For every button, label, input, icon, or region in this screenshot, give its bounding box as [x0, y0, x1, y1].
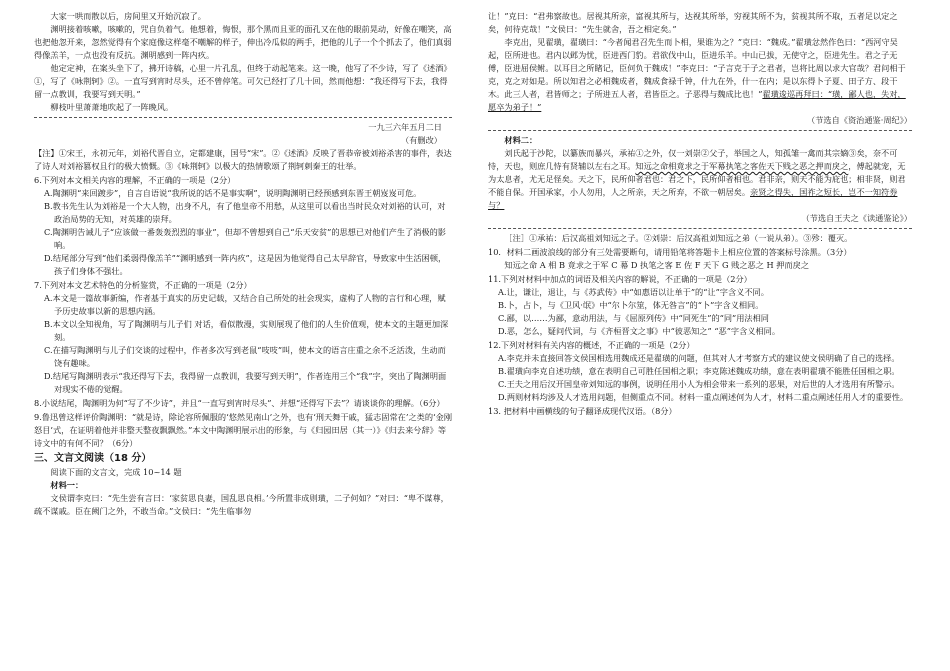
q11-option-a: A.让，谦让，退让，与《苏武传》中“如惠语以让单于”的“让”字含义不同。 — [498, 287, 769, 297]
section-3-title: 三、文言文阅读（18 分） — [34, 453, 152, 464]
left-column — [34, 10, 452, 518]
divider — [488, 228, 912, 229]
material-1-paragraph-2 — [488, 36, 912, 114]
material-2-label: 材料二： — [504, 135, 538, 145]
material-2-part-2: ，傅起就宠，无为太息者，尤无足怪矣。天之下，民所仰者君也：君之下，民所仰者相也。君非亲，则天不能为庇也；相非贤，则君不能自保。开国承家，小人勿用，人之所亲，天之所弃，不欲一朝居矣。 — [488, 161, 906, 197]
question-7: 7.下列对本文艺术特色的分析鉴赏，不正确的一项是（2分） — [34, 280, 252, 290]
section-3-intro: 阅读下面的文言文，完成 10~14 题 — [50, 467, 182, 477]
material-2-part-1: 刘氏起于沙陀，以纂族而暴兴，承祐①之外，仅一刘崇②父子，举国之人，知孤雏一禽而其宗嫡③矣，奈不可恃，天也，则庶几恃有贤辅以左右之耳。 — [488, 148, 898, 171]
q10-sentence: 知远之命 A 相 B 竟求之于军 C 幕 D 执笔之客 E 佐 F 天下 G 贱之恶之 H 押而戾之 — [504, 260, 810, 270]
q7-option-c: C.在描写陶渊明与儿子们交谈的过程中，作者多次写到老鼠“吱吱”叫，使本文的语言庄重之余不乏活泼，生动而饶有趣味。 — [44, 345, 446, 368]
q12-option-a: A.李克并未直接回答文侯国相选用魏成还是翟璜的问题，但其对人才考察方式的建议使文侯明确了自己的选择。 — [498, 353, 900, 363]
q7-option-d: D.结尾写陶渊明表示“我还得写下去，我得留一点教训，我要写到天明”，作者连用三个“我”字，突出了陶渊明面对现实不倦的觉醒。 — [44, 371, 447, 394]
source-1: （节选自《资治通鉴·周纪》） — [807, 115, 912, 125]
q6-option-c: C.陶渊明告诫儿子“应该做一番轰轰烈烈的事业”，但却不曾想到自己“乐天安贫”的思想已对他们产生了消极的影响。 — [44, 227, 446, 250]
question-11: 11.下列对材料中加点的词语及相关内容的解说，不正确的一项是（2分） — [488, 274, 752, 284]
footnote: 【注】①宋王，永初元年，刘裕代晋自立，定都建康，国号“宋”。②《述酒》反映了晋恭帝被刘裕杀害的事件，表达了诗人对刘裕篡权且行的极大愤慨。③《咏荆轲》以极大的热情歌颂了荆轲刺秦王的壮举。 — [34, 148, 452, 171]
story-paragraph-1: 渊明接着咳嗽，咳嗽的，咒自负着气。他想着，悔恨，那个黑而且亚的面孔又在他的眼前晃动，好像在嘲笑，高也把他忽开来，忽然觉得有个家庭像这样毫不嘲解的样子，伸出冷瓜似的两手，把他的儿子一个个抓去了，他们真弱得像羔羊，一点也没有反抗。渊明感到一阵内疚。 — [34, 24, 452, 60]
underlined-sentence-1: 翟璜逡巡再拜曰：“璜，鄙人也，失对，愿卒为弟子！” — [488, 89, 906, 112]
material-1-label: 材料一： — [50, 480, 84, 490]
q12-option-c: C.王夫之用后汉开国皇帝刘知远的事例，说明任用小人为相会带来一系列的恶果，对后世的人才选用有所警示。 — [498, 379, 900, 389]
q11-option-d: D.恶，怎么，疑问代词，与《齐桓晋文之事》中“彼恶知之” “恶”字含义相同。 — [498, 326, 781, 336]
q12-option-d: D.两则材料均涉及人才选用问题，但侧重点不同。材料一重点阐述何为人才，材料二重点阐述任用人才的重要性。 — [498, 392, 909, 402]
q12-option-b: B.翟璜向李克自述功绩，意在表明自己可胜任国相之职；李克陈述魏成功绩，意在表明翟璜不能胜任国相之职。 — [498, 366, 900, 376]
q11-option-b: B.卜，占卜，与《卫风·氓》中“尔卜尔筮，体无咎言”的“卜”字含义相同。 — [498, 300, 764, 310]
source-2: （节选自王夫之《读通鉴论》） — [801, 213, 912, 223]
q7-option-b: B.本文以全知视角，写了陶渊明与儿子们 对话，看似散漫，实则展现了他们的人生价值观，使本文的主题更加深刻。 — [44, 319, 449, 342]
right-column — [488, 10, 912, 418]
divider — [488, 130, 912, 131]
material-1-text: 文侯谓李克曰：“先生尝有言曰：‘家贫思良妻，国乱思良相。’今所置非成则璜，二子何如？”对曰：“卑不谋尊，疏不谋戚。臣在阙门之外，不敢当命。”文侯曰：“先生临事勿 — [34, 493, 449, 516]
question-12: 12.下列对材料有关内容的概述，不正确的一项是（2分） — [488, 340, 695, 350]
li-ke-text: 李克出，见翟璜，翟璜曰：“今者闻君召先生而卜相，果谁为之？”克曰：“魏成。”翟璜忿然作色曰：“西河守吴起，臣所进也。君内以邺为忧，臣进西门豹。君欲伐中山，臣进乐羊。中山已拔，无使守之，臣进先生。君之子无傅，臣进屈侯鲋。以耳目之所睹记，臣何负于魏成！”李克曰：“子言克于子之君者，岂将比周以求大官哉？君问相于克，克之对如是。所以知君之必相魏成者，魏成食禄千钟，什九在外，什一在内；是以东得卜子夏、田子方、段干木。此三人者，君皆师之；子所进五人者，君皆臣之。子恶得与魏成比也！” — [488, 37, 906, 99]
q6-option-b: B.教书先生认为刘裕是一个大人物，出身不凡，有了他皇帝不用愁，从这里可以看出当时民众对刘裕的认可，对政治局势的无知，对英雄的崇拜。 — [44, 201, 446, 224]
question-8: 8.小说结尾，陶渊明为何“写了不少诗”，并且“一直写到宵时尽头”、并想“还得写下去”？请谈谈你的理解。（6分） — [34, 398, 445, 408]
material-1-continued: 让！”克曰：“君弗察故也。居视其所亲，富视其所与，达视其所举，穷视其所不为，贫视其所不取，五者足以定之矣，何待克哉！”文侯曰：“先生就舍，吾之相定矣。” — [488, 11, 898, 34]
wavy-line-passage: 知远之命相竟求之于军幕执笔之客佐天下贱之恶之押而戾之 — [635, 161, 849, 171]
underlined-sentence-2: 亲贤之得失，国祚之短长，岂不一知符券与？ — [488, 187, 898, 210]
q6-option-a: A.陶渊明“来回踱步”，自言自语说“我所说的话不是事实啊”，说明陶渊明已经预感到东晋王朝岌岌可危。 — [44, 188, 422, 198]
q11-option-c: C.鄙，以……为鄙，意动用法，与《屈原列传》中“同死生”的“同”用法相同 — [498, 313, 769, 323]
question-10: 10．材料二画波浪线的部分有三处需要断句，请用铅笔将答题卡上相应位置的答案标号涂黑。（3分） — [488, 247, 852, 257]
story-paragraph-3: 柳枝叶里萧萧地吹起了一阵晚风。 — [50, 102, 174, 112]
intro-paragraph: 大家一哄而散以后，房间里又开始沉寂了。 — [50, 11, 206, 21]
question-6: 6.下列对本文相关内容的理解，不正确的一项是（2分） — [34, 175, 236, 185]
q7-option-a: A.本文是一篇故事新编，作者基于真实的历史记载，又结合自己所处的社会现实，虚构了人物的言行和心理，赋予历史故事以新的思想内涵。 — [44, 293, 446, 316]
q6-option-d: D.结尾部分写到“他们柔弱得像羔羊”“渊明感到一阵内疚”，这是因为他觉得自己太早辞官，导致家中生活困顿，孩子们身体不强壮。 — [44, 253, 447, 276]
material-2-note: ［注］①承祐：后汉高祖刘知远之子。②刘崇：后汉高祖刘知远之弟（一说从弟）。③殄：覆灭。 — [504, 233, 853, 243]
story-edit-note: （有删改） — [401, 135, 442, 145]
material-2-text — [488, 147, 912, 212]
question-13: 13. 把材料中画横线的句子翻译成现代汉语。（8分） — [488, 406, 677, 416]
story-paragraph-2: 他定定神，在案头坐下了，拂开诗稿，心里一片孔乱，但终于动起笔来。这一晚，他写了不少诗，写了《述酒》①，写了《咏荆轲》②。一直写到宵时尽头，还不曾停笔。可欠已经打了几十回，然而他想：“我还得写下去，我得留一点教训，我要写到天明。” — [34, 63, 452, 99]
story-date: 一九三六年五月二日 — [368, 122, 442, 132]
divider — [34, 117, 452, 118]
question-9: 9.鲁迅曾这样评价陶渊明：“就是诗，除论容所佩服的‘悠然见南山’之外，也有‘刑天舞干戚，猛志固常在’之类的‘金刚怒目’式，在证明着他并非整天整夜飘飘然。”本文中陶渊明展示出的形象，与《归园田居（其一）》《归去来兮辞》等诗文中的有何不同？（6分） — [34, 412, 453, 448]
